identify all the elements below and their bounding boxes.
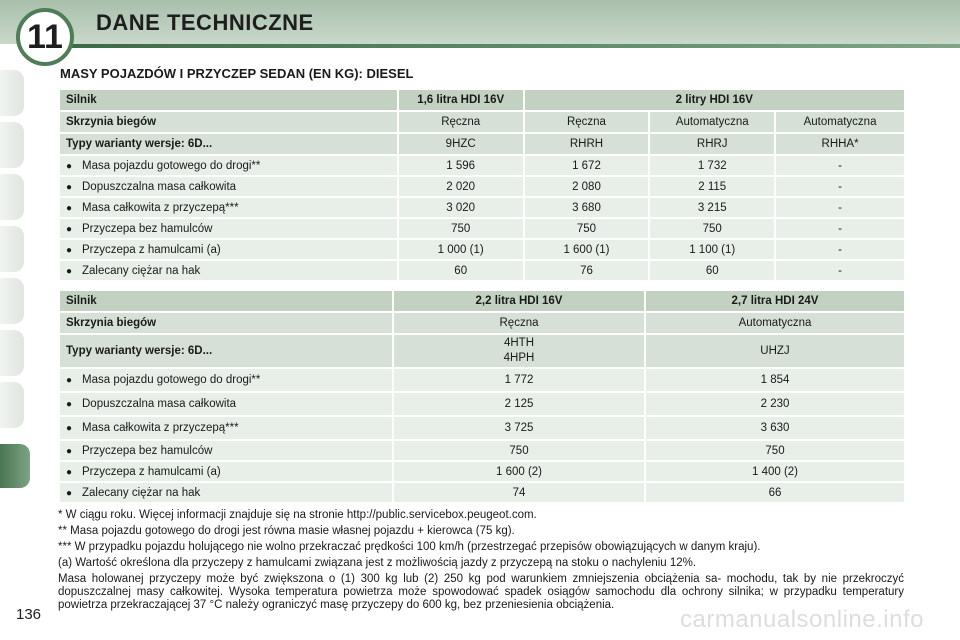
row-label: Masa pojazdu gotowego do drogi** bbox=[82, 159, 261, 172]
header-divider bbox=[70, 44, 960, 48]
bullet-icon: ● bbox=[66, 265, 73, 277]
chapter-side-tabs bbox=[0, 70, 28, 434]
cell-value: 2 020 bbox=[399, 177, 523, 196]
variant-code: RHRH bbox=[525, 134, 649, 154]
bullet-icon: ● bbox=[66, 375, 73, 386]
cell-value: 3 630 bbox=[646, 417, 904, 439]
cell-value: 60 bbox=[399, 261, 523, 280]
bullet-icon: ● bbox=[66, 202, 73, 214]
row-label: Masa pojazdu gotowego do drogi** bbox=[82, 374, 261, 386]
side-tab[interactable] bbox=[0, 174, 24, 220]
row-label: Dopuszczalna masa całkowita bbox=[82, 180, 237, 193]
cell-value: - bbox=[776, 198, 904, 217]
gearbox-label: Skrzynia biegów bbox=[60, 313, 392, 333]
cell-value: 750 bbox=[399, 219, 523, 238]
variant-code: 9HZC bbox=[399, 134, 523, 154]
bullet-icon: ● bbox=[66, 399, 73, 410]
table-row bbox=[60, 462, 904, 481]
gearbox-value: Ręczna bbox=[525, 112, 649, 132]
row-label: Przyczepa z hamulcami (a) bbox=[82, 243, 221, 256]
footnotes bbox=[58, 509, 904, 615]
cell-value: - bbox=[776, 261, 904, 280]
table-row bbox=[60, 483, 904, 502]
mass-table-1 bbox=[58, 88, 906, 282]
cell-value: 1 000 (1) bbox=[399, 240, 523, 259]
bullet-icon: ● bbox=[66, 223, 73, 235]
mass-table-2 bbox=[58, 289, 906, 504]
row-label: Przyczepa z hamulcami (a) bbox=[82, 465, 221, 478]
cell-value: 2 115 bbox=[650, 177, 774, 196]
engine-name: 2,2 litra HDI 16V bbox=[394, 291, 644, 311]
cell-value: 1 772 bbox=[394, 369, 644, 391]
table-row bbox=[60, 369, 904, 391]
section-title: MASY POJAZDÓW I PRZYCZEP SEDAN (EN KG): DIESEL bbox=[60, 66, 414, 81]
cell-value: 1 732 bbox=[650, 156, 774, 175]
side-tab[interactable] bbox=[0, 122, 24, 168]
cell-value: 1 596 bbox=[399, 156, 523, 175]
row-label: Dopuszczalna masa całkowita bbox=[82, 398, 237, 410]
cell-value: 750 bbox=[525, 219, 649, 238]
variant-code: 4HPH bbox=[503, 352, 535, 364]
cell-value: 76 bbox=[525, 261, 649, 280]
table-row bbox=[60, 219, 904, 238]
table-row bbox=[60, 417, 904, 439]
cell-value: 3 215 bbox=[650, 198, 774, 217]
cell-value: - bbox=[776, 156, 904, 175]
table-row bbox=[60, 261, 904, 280]
cell-value: 1 100 (1) bbox=[650, 240, 774, 259]
footnote: (a) Wartość określona dla przyczepy z hamulcami związana jest z możliwością jazdy z przyczepą na stoku o nachyleniu 12%. bbox=[58, 557, 697, 569]
footnote: Masa holowanej przyczepy może być zwiększona o (1) 300 kg lub (2) 250 kg pod warunkiem zmniejszenia obciążenia sa- mochodu, tak by nie przekroczyć dopuszczalnej masy całkowitej. Wysoka temperatura powietrza może spowodować spadek osiągów samochodu dla ochrony silnika; w przypadku temperatury powietrza przekraczającej 37 °C należy ograniczyć masę przyczepy do 600 kg, bez przeniesienia obciążenia. bbox=[58, 573, 904, 611]
cell-value: 750 bbox=[646, 441, 904, 460]
page-number: 136 bbox=[16, 606, 42, 623]
engine-name: 1,6 litra HDI 16V bbox=[399, 90, 523, 110]
watermark: carmanualsonline.info bbox=[680, 606, 924, 633]
cell-value: 1 400 (2) bbox=[646, 462, 904, 481]
table-row bbox=[60, 177, 904, 196]
table-row bbox=[60, 393, 904, 415]
cell-value: 66 bbox=[646, 483, 904, 502]
gearbox-label: Skrzynia biegów bbox=[60, 112, 397, 132]
cell-value: 60 bbox=[650, 261, 774, 280]
side-tab-active[interactable] bbox=[0, 444, 30, 488]
table-row bbox=[60, 198, 904, 217]
gearbox-value: Automatyczna bbox=[776, 112, 904, 132]
footnote: ** Masa pojazdu gotowego do drogi jest równa masie własnej pojazdu + kierowca (75 kg). bbox=[58, 525, 515, 537]
cell-value: 74 bbox=[394, 483, 644, 502]
engine-name: 2 litry HDI 16V bbox=[525, 90, 904, 110]
row-label: Masa całkowita z przyczepą*** bbox=[82, 422, 239, 434]
cell-value: 3 725 bbox=[394, 417, 644, 439]
row-label: Zalecany ciężar na hak bbox=[82, 264, 201, 277]
cell-value: 3 020 bbox=[399, 198, 523, 217]
cell-value: - bbox=[776, 240, 904, 259]
row-label: Zalecany ciężar na hak bbox=[82, 486, 201, 499]
cell-value: 1 600 (1) bbox=[525, 240, 649, 259]
row-label: Przyczepa bez hamulców bbox=[82, 444, 213, 457]
cell-value: 750 bbox=[394, 441, 644, 460]
footnote: *** W przypadku pojazdu holującego nie wolno przekraczać prędkości 100 km/h (przestrzegać przepisów obowiązujących w danym kraju). bbox=[58, 541, 761, 553]
cell-value: 2 230 bbox=[646, 393, 904, 415]
cell-value: 3 680 bbox=[525, 198, 649, 217]
cell-value: 2 125 bbox=[394, 393, 644, 415]
variant-codes bbox=[394, 335, 644, 367]
side-tab[interactable] bbox=[0, 330, 24, 376]
gearbox-value: Ręczna bbox=[394, 313, 644, 333]
side-tab[interactable] bbox=[0, 382, 24, 428]
table-row bbox=[60, 156, 904, 175]
variant-code: UHZJ bbox=[646, 335, 904, 367]
bullet-icon: ● bbox=[66, 423, 73, 434]
footnote: * W ciągu roku. Więcej informacji znajduje się na stronie http://public.servicebox.peugeot.com. bbox=[58, 509, 537, 521]
cell-value: 1 854 bbox=[646, 369, 904, 391]
variants-label: Typy warianty wersje: 6D... bbox=[60, 134, 397, 154]
engine-name: 2,7 litra HDI 24V bbox=[646, 291, 904, 311]
bullet-icon: ● bbox=[66, 244, 73, 256]
table-row bbox=[60, 240, 904, 259]
variant-code: RHRJ bbox=[650, 134, 774, 154]
bullet-icon: ● bbox=[66, 160, 73, 172]
bullet-icon: ● bbox=[66, 445, 73, 457]
table-row bbox=[60, 441, 904, 460]
gearbox-value: Ręczna bbox=[399, 112, 523, 132]
variant-code: RHHA* bbox=[776, 134, 904, 154]
gearbox-value: Automatyczna bbox=[650, 112, 774, 132]
side-tab[interactable] bbox=[0, 226, 24, 272]
engine-label: Silnik bbox=[60, 90, 397, 110]
variant-code: 4HTH bbox=[503, 337, 535, 349]
gearbox-value: Automatyczna bbox=[646, 313, 904, 333]
row-label: Przyczepa bez hamulców bbox=[82, 222, 213, 235]
chapter-number-badge: 11 bbox=[16, 8, 74, 66]
bullet-icon: ● bbox=[66, 466, 73, 478]
bullet-icon: ● bbox=[66, 181, 73, 193]
row-label: Masa całkowita z przyczepą*** bbox=[82, 201, 239, 214]
cell-value: 2 080 bbox=[525, 177, 649, 196]
side-tab[interactable] bbox=[0, 278, 24, 324]
side-tab[interactable] bbox=[0, 70, 24, 116]
cell-value: - bbox=[776, 219, 904, 238]
cell-value: - bbox=[776, 177, 904, 196]
cell-value: 750 bbox=[650, 219, 774, 238]
engine-label: Silnik bbox=[60, 291, 392, 311]
chapter-title: DANE TECHNICZNE bbox=[96, 10, 314, 35]
bullet-icon: ● bbox=[66, 487, 73, 499]
cell-value: 1 672 bbox=[525, 156, 649, 175]
cell-value: 1 600 (2) bbox=[394, 462, 644, 481]
variants-label: Typy warianty wersje: 6D... bbox=[60, 335, 392, 367]
